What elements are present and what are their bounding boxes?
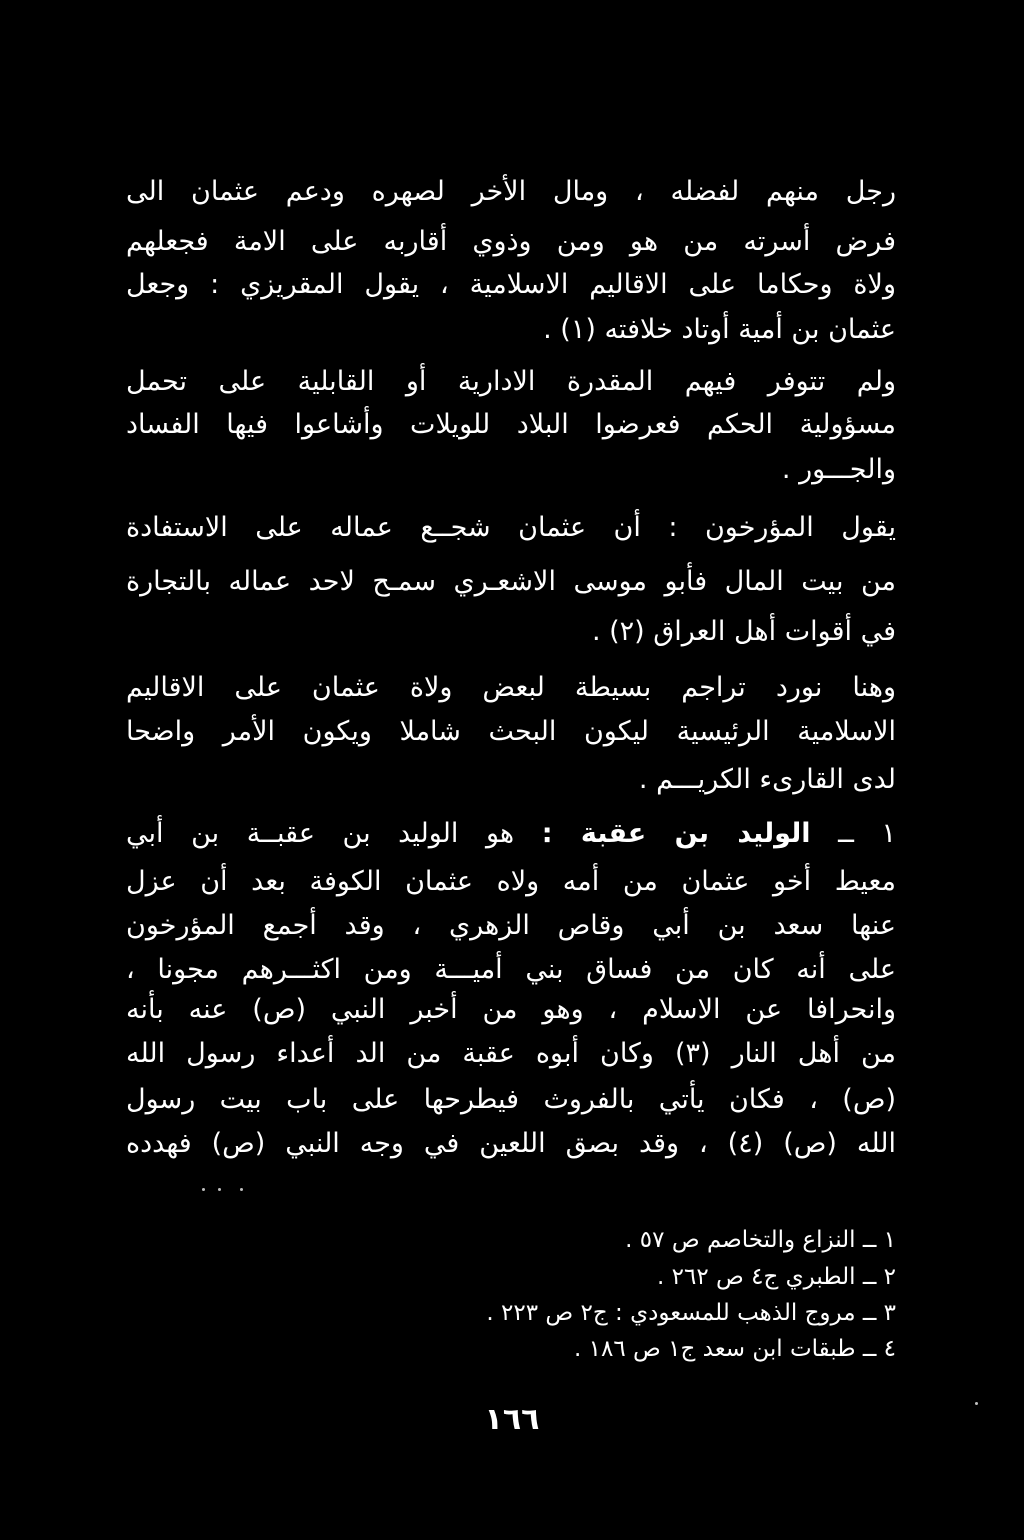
paragraph-2-line-2: مسؤولية الحكم فعرضوا البلاد للويلات وأشاعوا فيها الفساد [126,409,896,440]
scan-speck [202,1188,205,1191]
footnote-3: ٣ ــ مروج الذهب للمسعودي : ج٢ ص ٢٢٣ . [486,1300,896,1326]
footnote-2: ٢ ــ الطبري ج٤ ص ٢٦٢ . [657,1264,896,1290]
section-heading-name: الوليد بن عقبة : [541,818,811,849]
section-line-6: (ص) ، فكان يأتي بالفروث فيطرحها على باب بيت رسول [126,1084,896,1115]
scan-speck [975,1402,978,1405]
paragraph-3-line-1: يقول المؤرخون : أن عثمان شجــع عماله على الاستفادة [126,512,896,543]
paragraph-2-line-1: ولم تتوفر فيهم المقدرة الادارية أو القابلية على تحمل [126,366,896,397]
section-line-1: معيط أخو عثمان من أمه ولاه عثمان الكوفة بعد أن عزل [126,866,896,897]
page-number: ١٦٦ [484,1402,540,1437]
section-line-5: من أهل النار (٣) وكان أبوه عقبة من الد أعداء رسول الله [126,1038,896,1069]
footnote-4: ٤ ــ طبقات ابن سعد ج١ ص ١٨٦ . [573,1336,896,1362]
section-heading-line [126,814,896,854]
section-line-3: على أنه كان من فساق بني أميـــة ومن اكثـــرهم مجونا ، [126,954,896,985]
scan-speck [218,1188,221,1191]
paragraph-3-line-3: في أقوات أهل العراق (٢) . [591,616,896,647]
scan-speck [240,1188,243,1191]
paragraph-1-line-3: ولاة وحكاما على الاقاليم الاسلامية ، يقول المقريزي : وجعل [126,269,896,300]
paragraph-1-line-4: عثمان بن أمية أوتاد خلافته (١) . [543,314,896,345]
section-first-line-rest: هو الوليد بن عقبــة بن أبي [126,818,515,849]
paragraph-4-line-2: الاسلامية الرئيسية ليكون البحث شاملا ويكون الأمر واضحا [126,716,896,747]
section-line-4: وانحرافا عن الاسلام ، وهو من أخبر النبي (ص) عنه بأنه [126,994,896,1025]
section-line-7: الله (ص) (٤) ، وقد بصق اللعين في وجه النبي (ص) فهدده [126,1128,896,1159]
paragraph-4-line-3: لدى القارىء الكريـــم . [638,764,896,795]
section-line-2: عنها سعد بن أبي وقاص الزهري ، وقد أجمع المؤرخون [126,910,896,941]
paragraph-4-line-1: وهنا نورد تراجم بسيطة لبعض ولاة عثمان على الاقاليم [126,672,896,703]
section-heading-number: ١ ــ [838,818,896,849]
paragraph-2-line-3: والجـــور . [781,454,896,485]
paragraph-1-line-2: فرض أسرته من هو ومن وذوي أقاربه على الامة فجعلهم [126,226,896,257]
paragraph-3-line-2: من بيت المال فأبو موسى الاشعـري سمـح لاحد عماله بالتجارة [126,566,896,597]
paragraph-1-line-1: رجل منهم لفضله ، ومال الأخر لصهره ودعم عثمان الى [126,176,896,207]
footnote-1: ١ ــ النزاع والتخاصم ص ٥٧ . [625,1227,896,1253]
